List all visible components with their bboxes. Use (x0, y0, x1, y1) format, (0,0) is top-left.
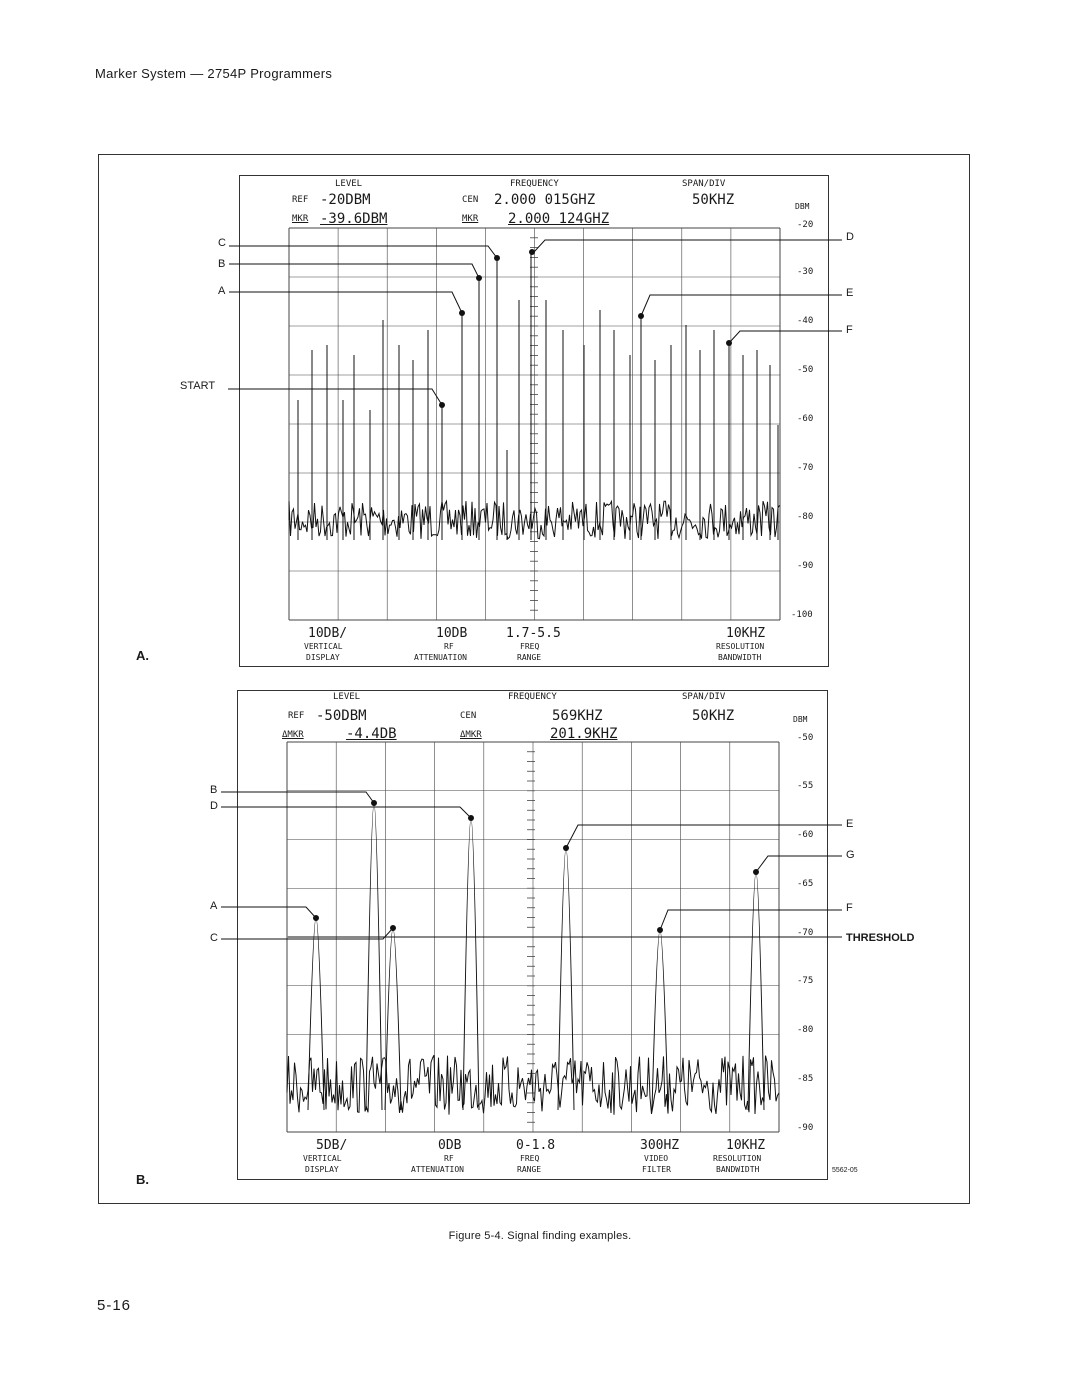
panel-a-scale-label: -40 (797, 316, 814, 326)
callout-line (566, 825, 842, 848)
page-number: 5-16 (97, 1297, 132, 1314)
marker-dot (529, 249, 535, 255)
panel-a-scale-label: -100 (791, 610, 813, 620)
callout-label-e: E (846, 287, 854, 299)
panel-b-bottom-label: RF (444, 1154, 454, 1163)
panel-a-ref-key: REF (292, 195, 309, 205)
marker-dot (439, 402, 445, 408)
panel-a-span-header: SPAN/DIV (682, 179, 726, 189)
signal-peak (366, 803, 382, 1110)
panel-b-cen-value: 569KHZ (552, 708, 603, 724)
callout-line (228, 389, 442, 405)
callout-label-d: D (846, 231, 854, 243)
marker-dot (657, 927, 663, 933)
panel-a-cen-key: CEN (462, 195, 479, 205)
panel-b-bottom-value: 0-1.8 (516, 1138, 556, 1153)
marker-dot (494, 255, 500, 261)
page-header: Marker System — 2754P Programmers (95, 66, 333, 81)
panel-b-bottom-label: RANGE (517, 1165, 542, 1174)
callout-line (641, 295, 842, 316)
panel-b-scale-label: -50 (797, 733, 814, 743)
panel-a-letter: A. (136, 648, 149, 663)
panel-a-scale-label: -60 (797, 414, 814, 424)
panel-a-scale-label: -50 (797, 365, 814, 375)
callout-label-e: E (846, 818, 854, 830)
panel-a-bottom-label: RF (444, 642, 454, 651)
callout-line (229, 292, 462, 313)
panel-a-mkr-key: MKR (292, 214, 309, 224)
panel-a-level-header: LEVEL (335, 179, 363, 189)
panel-b-unit: DBM (793, 715, 808, 724)
panel-a-bottom-value: 10KHZ (726, 626, 766, 641)
panel-a-scale-label: -80 (797, 512, 814, 522)
panel-b-scale-label: -75 (797, 976, 814, 986)
panel-b-level-header: LEVEL (333, 692, 361, 702)
marker-dot (390, 925, 396, 931)
callout-line (229, 246, 497, 258)
callout-label-start: START (180, 380, 216, 392)
panel-a-bottom-label: DISPLAY (306, 653, 340, 662)
panel-b-mkr2-value: 201.9KHZ (550, 726, 618, 742)
panel-a-unit: DBM (795, 202, 810, 211)
panel-b-ref-value: -50DBM (316, 708, 367, 724)
panel-b-bottom-label: BANDWIDTH (716, 1165, 760, 1174)
panel-a-mkr2-value: 2.000 124GHZ (508, 211, 610, 227)
panel-b-bottom-label: DISPLAY (305, 1165, 339, 1174)
panel-a-frequency-header: FREQUENCY (510, 179, 559, 189)
callout-line (756, 856, 842, 872)
figure-number: 5562-05 (832, 1167, 858, 1174)
panel-a-scale-label: -20 (797, 220, 814, 230)
marker-dot (563, 845, 569, 851)
panel-b-bottom-label: RESOLUTION (713, 1154, 762, 1163)
callout-line (221, 907, 316, 918)
panel-a-bottom-label: VERTICAL (304, 642, 343, 651)
panel-b-mkr-key: ΔMKR (282, 730, 304, 740)
panel-b-bottom-value: 5DB/ (316, 1138, 348, 1153)
marker-dot (476, 275, 482, 281)
panel-b-bottom-value: 300HZ (640, 1138, 680, 1153)
signal-peak (463, 818, 479, 1110)
figure-caption: Figure 5-4. Signal finding examples. (448, 1230, 632, 1242)
panel-a-bottom-label: ATTENUATION (414, 653, 467, 662)
panel-b-ref-key: REF (288, 711, 305, 721)
panel-b-letter: B. (136, 1172, 149, 1187)
panel-b-bottom-label: FILTER (642, 1165, 671, 1174)
callout-line (660, 910, 842, 930)
panel-b-bottom-value: 10KHZ (726, 1138, 766, 1153)
panel-a-bottom-label: RESOLUTION (716, 642, 765, 651)
panel-a-span-value: 50KHZ (692, 192, 735, 208)
marker-dot (313, 915, 319, 921)
panel-b-mkr-value: -4.4DB (346, 726, 397, 742)
callout-line (729, 331, 842, 343)
panel-a-bottom-label: RANGE (517, 653, 542, 662)
marker-dots (313, 249, 762, 933)
panel-a-mkr2-key: MKR (462, 214, 479, 224)
panel-b-bottom-label: VIDEO (644, 1154, 669, 1163)
marker-dot (638, 313, 644, 319)
panel-a-scale-label: -30 (797, 267, 814, 277)
panel-b-mkr2-key: ΔMKR (460, 730, 482, 740)
panel-a-mkr-value: -39.6DBM (320, 211, 388, 227)
panel-b-bottom-label: FREQ (520, 1154, 540, 1163)
panel-b-scale-label: -80 (797, 1025, 814, 1035)
panel-b-scale-label: -60 (797, 830, 814, 840)
callout-line (221, 792, 374, 803)
callout-label-c: C (210, 932, 218, 944)
callout-label-d: D (210, 800, 218, 812)
callout-line (534, 240, 842, 252)
panel-b-bottom-label: VERTICAL (303, 1154, 342, 1163)
panel-b-scale-label: -55 (797, 781, 814, 791)
panel-a-cen-value: 2.000 015GHZ (494, 192, 596, 208)
panel-b-scale-label: -85 (797, 1074, 814, 1084)
callout-label-b: B (210, 784, 218, 796)
panel-b-bottom-value: 0DB (438, 1138, 462, 1153)
panel-b-frequency-header: FREQUENCY (508, 692, 557, 702)
marker-dot (468, 815, 474, 821)
panel-b-span-header: SPAN/DIV (682, 692, 726, 702)
panel-b-scale-label: -90 (797, 1123, 814, 1133)
panel-a-ref-value: -20DBM (320, 192, 371, 208)
callout-label-b: B (218, 258, 226, 270)
callout-line (221, 807, 471, 818)
panel-a-scale-label: -70 (797, 463, 814, 473)
panel-a-bottom-value: 10DB/ (308, 626, 348, 641)
panel-b-cen-key: CEN (460, 711, 477, 721)
callout-label-f: F (846, 324, 853, 336)
marker-dot (726, 340, 732, 346)
panel-a-bottom-label: FREQ (520, 642, 540, 651)
panel-b-scale-label: -70 (797, 928, 814, 938)
callout-label-a: A (210, 900, 218, 912)
marker-dot (459, 310, 465, 316)
panel-a-graticule (289, 228, 780, 620)
panel-a-bottom-label: BANDWIDTH (718, 653, 762, 662)
panel-a-scale-label: -90 (797, 561, 814, 571)
panel-b-scale-label: -65 (797, 879, 814, 889)
callout-label-a: A (218, 285, 226, 297)
callout-label-f: F (846, 902, 853, 914)
panel-b-span-value: 50KHZ (692, 708, 735, 724)
panel-a-bottom-value: 10DB (436, 626, 468, 641)
panel-a-bottom-value: 1.7-5.5 (506, 626, 561, 641)
callout-label-g: G (846, 849, 855, 861)
panel-b-bottom-label: ATTENUATION (411, 1165, 464, 1174)
marker-dot (753, 869, 759, 875)
callout-line (229, 264, 479, 278)
marker-dot (371, 800, 377, 806)
callout-label-c: C (218, 237, 226, 249)
callout-label-threshold: THRESHOLD (846, 932, 915, 944)
